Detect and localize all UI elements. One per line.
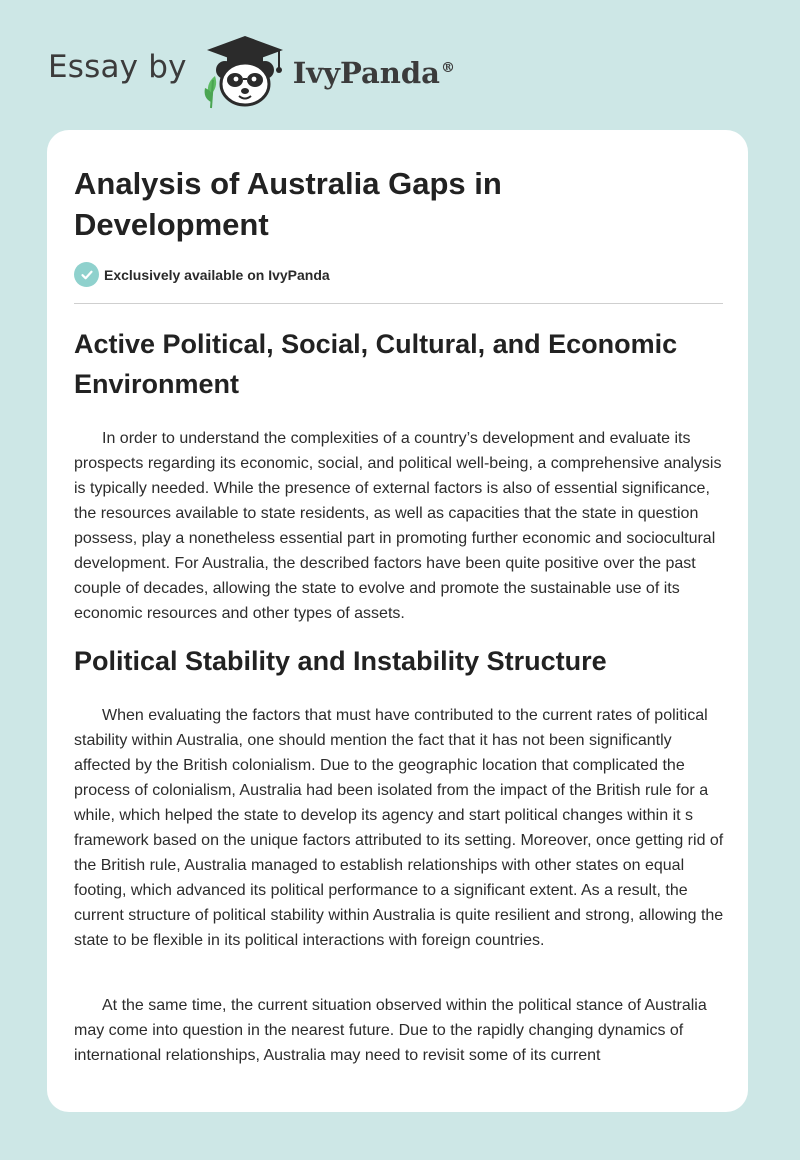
check-icon	[74, 262, 99, 287]
panda-graduate-logo-icon[interactable]	[201, 30, 289, 110]
essay-card	[47, 130, 748, 1112]
brand-name-text: IvyPanda	[292, 56, 440, 90]
divider	[74, 303, 723, 304]
paragraph: At the same time, the current situation observed within the political stance of Australia may come into question in the nearest future. Due to the rapidly changing dynamics of international relationships, Australia may need to revisit some of its current	[74, 997, 707, 1064]
section-heading: Political Stability and Instability Structure	[74, 646, 607, 676]
exclusive-badge	[74, 262, 330, 287]
registered-mark: ®	[440, 60, 455, 77]
page-title: Analysis of Australia Gaps in Development	[74, 166, 502, 242]
section-heading: Active Political, Social, Cultural, and Economic Environment	[74, 329, 678, 399]
essay-by-label: Essay by	[48, 49, 187, 85]
paragraph: When evaluating the factors that must have contributed to the current rates of political stability within Australia, one should mention the fact that it has not been significantly affected by the British colonialism. Due to the geographic location that complicated the process of colonialism, Australia had been isolated from the impact of the British rule for a while, which helped the state to develop its agency and start political changes within it s framework based on the unique factors attributed to its setting. Moreover, once getting rid of the British rule, Australia managed to establish relationships with other states on equal footing, which advanced its political performance to a significant extent. As a result, the current structure of political stability within Australia is quite resilient and strong, allowing the state to be flexible in its political interactions with foreign countries.	[74, 707, 724, 949]
brand-name[interactable]	[293, 56, 455, 90]
paragraph: In order to understand the complexities of a country’s development and evaluate its prospects regarding its economic, social, and political well-being, a comprehensive analysis is typically needed. While the presence of external factors is also of essential significance, the resources available to state residents, as well as capacities that the state in question possess, play a nonetheless essential part in promoting further economic and sociocultural development. For Australia, the described factors have been quite positive over the past couple of decades, allowing the state to evolve and promote the sustainable use of its economic resources and other types of assets.	[74, 430, 722, 622]
exclusive-label: Exclusively available on IvyPanda	[104, 266, 330, 283]
site-header	[48, 30, 455, 110]
